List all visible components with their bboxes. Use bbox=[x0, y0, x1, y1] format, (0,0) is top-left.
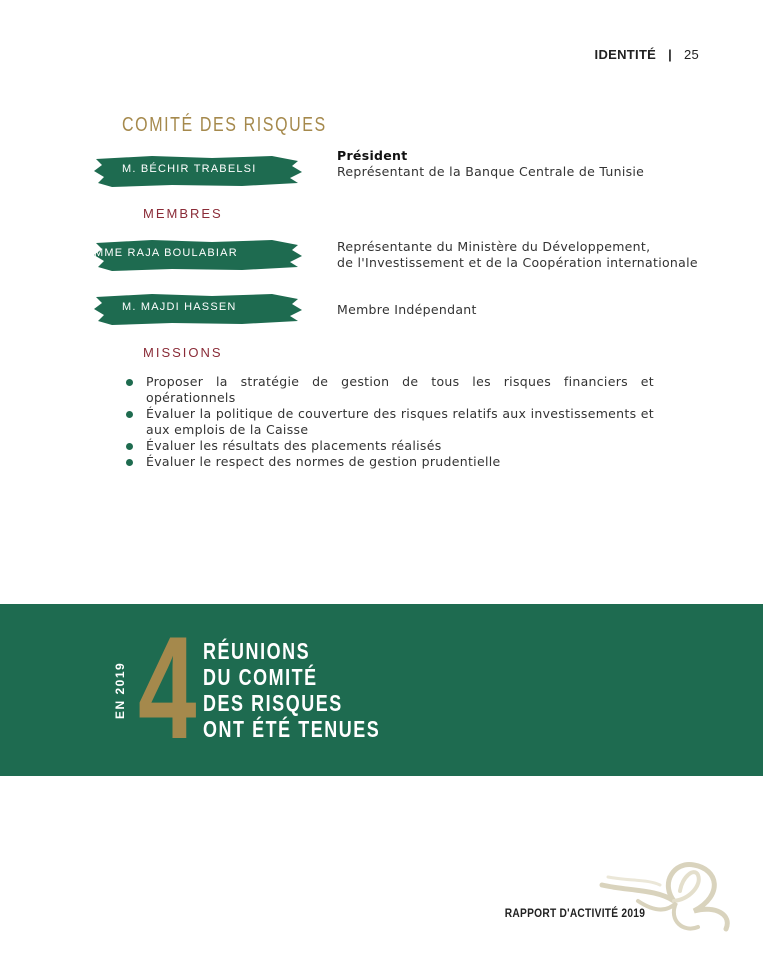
member-role-line: de l'Investissement et de la Coopération internationale bbox=[337, 255, 698, 270]
mission-text: Évaluer les résultats des placements réalisés bbox=[146, 438, 442, 453]
president-role bbox=[337, 148, 644, 180]
mission-text: Évaluer le respect des normes de gestion prudentielle bbox=[146, 454, 501, 469]
list-item bbox=[124, 374, 654, 406]
member-role bbox=[337, 239, 698, 271]
president-role-desc: Représentant de la Banque Centrale de Tunisie bbox=[337, 164, 645, 179]
banner-year: EN 2019 bbox=[113, 661, 127, 719]
president-name-brush bbox=[92, 153, 304, 189]
member-role-line: Membre Indépendant bbox=[337, 302, 477, 317]
list-item bbox=[124, 406, 654, 438]
member-role bbox=[337, 302, 477, 318]
committee-title: COMITÉ DES RISQUES bbox=[122, 114, 327, 136]
member-role-line: Représentante du Ministère du Développement, bbox=[337, 239, 651, 254]
header-separator: | bbox=[668, 47, 673, 62]
report-footer: RAPPORT D'ACTIVITÉ 2019 bbox=[504, 906, 645, 920]
bullet-icon bbox=[126, 459, 133, 466]
member-name-brush bbox=[92, 291, 304, 327]
members-heading: MEMBRES bbox=[143, 206, 223, 221]
ribbon-ornament-icon bbox=[598, 855, 738, 937]
list-item bbox=[124, 438, 654, 454]
header-section: IDENTITÉ bbox=[594, 47, 657, 62]
list-item bbox=[124, 454, 654, 470]
member-name: M. MAJDI HASSEN bbox=[122, 301, 237, 313]
mission-text: Évaluer la politique de couverture des risques relatifs aux investissements et aux emplois de la Caisse bbox=[146, 406, 654, 437]
member-name: MME RAJA BOULABIAR bbox=[94, 247, 238, 259]
missions-list bbox=[124, 374, 654, 470]
president-role-title: Président bbox=[337, 148, 408, 163]
banner-text bbox=[203, 638, 380, 742]
bullet-icon bbox=[126, 411, 133, 418]
banner-line: DU COMITÉ bbox=[203, 664, 318, 690]
banner-line: ONT ÉTÉ TENUES bbox=[203, 716, 381, 742]
banner-line: DES RISQUES bbox=[203, 690, 343, 716]
mission-text: Proposer la stratégie de gestion de tous les risques financiers et opérationnels bbox=[146, 374, 654, 405]
meetings-count: 4 bbox=[138, 606, 197, 769]
missions-heading: MISSIONS bbox=[143, 345, 223, 360]
meetings-banner bbox=[0, 604, 763, 776]
bullet-icon bbox=[126, 379, 133, 386]
banner-line: RÉUNIONS bbox=[203, 638, 311, 664]
president-name: M. BÉCHIR TRABELSI bbox=[122, 163, 257, 175]
page-number: 25 bbox=[683, 47, 699, 62]
member-name-brush bbox=[92, 237, 304, 273]
bullet-icon bbox=[126, 443, 133, 450]
page-header bbox=[595, 47, 699, 62]
